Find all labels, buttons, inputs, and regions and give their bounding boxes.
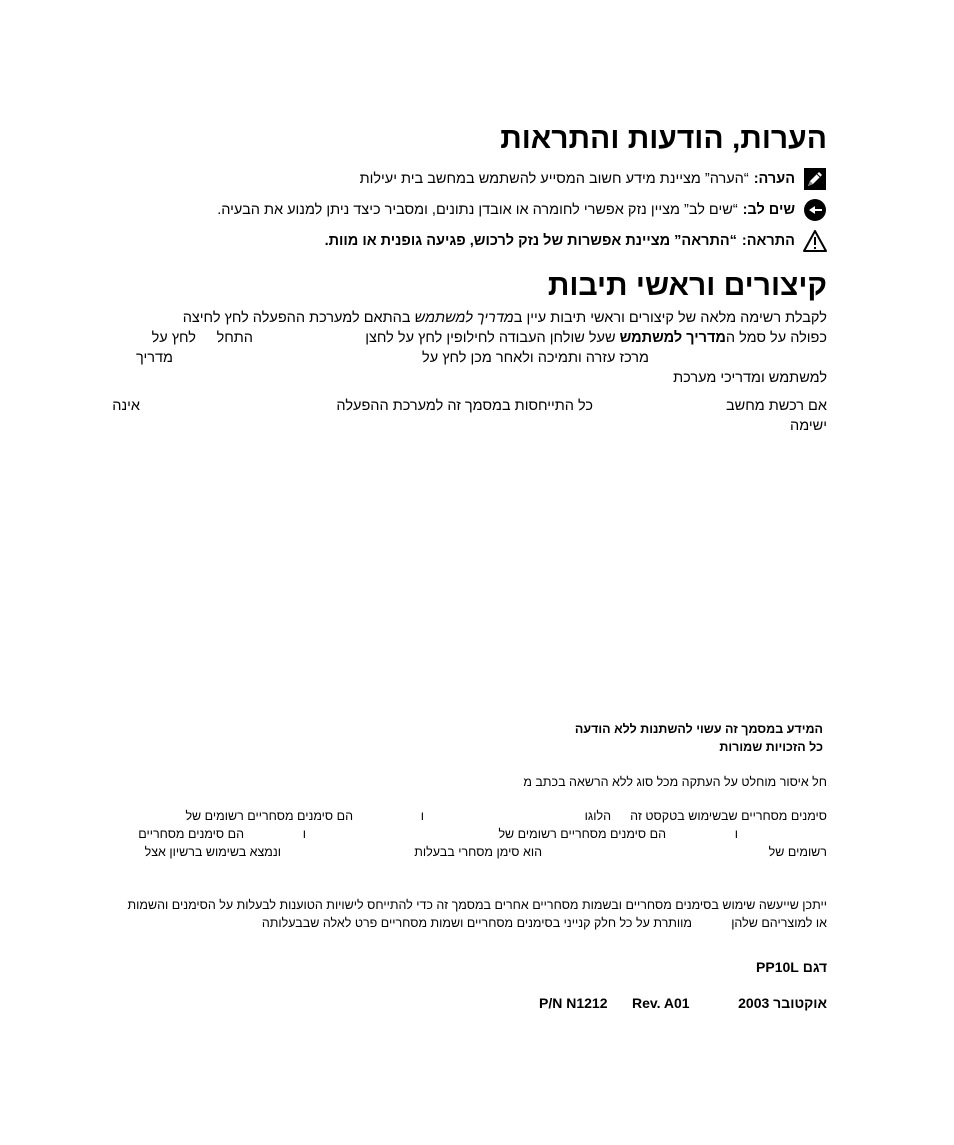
oem-line-1b: כל התייחסות במסמך זה למערכת ההפעלה <box>336 398 593 414</box>
model-label: דגם <box>802 959 827 975</box>
users-guide-bold: מדריך למשתמש <box>619 330 726 346</box>
other-tm-l2-b: מוותרת על כל חלק קנייני בסימנים מסחריים ושמות מסחריים פרט לאלה שבבעלותה <box>261 916 692 930</box>
shortcuts-line-1 <box>183 310 827 326</box>
hand-icon <box>803 198 827 222</box>
users-guide-italic: מדריך למשתמש <box>414 310 514 326</box>
text-run: בהתאם למערכת ההפעלה לחץ לחיצה <box>182 310 415 326</box>
start-label: התחל <box>216 330 253 346</box>
click-on-text: לחץ על <box>151 330 196 346</box>
shortcuts-line-2 <box>365 330 827 346</box>
shortcuts-section-title: קיצורים וראשי תיבות <box>547 269 827 302</box>
warning-triangle-icon <box>803 229 827 253</box>
caution-text: “התראה” מציינת אפשרות של נזק לרכוש, פגיעה גופנית או מוות. <box>324 233 737 249</box>
legal-heading-1: המידע במסמך זה עשוי להשתנות ללא הודעה <box>574 722 823 736</box>
tm-l1-d: הם סימנים מסחריים רשומים של <box>185 809 353 823</box>
tm-l3-b: הוא סימן מסחרי בבעלות <box>414 845 542 859</box>
other-tm-l1: ייתכן שייעשה שימוש בסימנים מסחריים ובשמות מסחריים אחרים במסמך זה כדי להתייחס לישויות הטוענות לבעלות על הסימנים והשמות <box>127 898 827 912</box>
tm-l2-c: ו <box>302 827 306 841</box>
oem-line-1c: אינה <box>112 398 140 414</box>
text-run: כפולה על סמל ה <box>725 330 827 346</box>
note-label: הערה: <box>753 171 795 187</box>
notes-section-title: הערות, הודעות והתראות <box>500 122 827 155</box>
shortcuts-line-3a: מרכז עזרה ותמיכה ולאחר מכן לחץ על <box>422 350 649 366</box>
shortcuts-line-4: למשתמש ומדריכי מערכת <box>673 370 827 386</box>
tm-l1-b: הלוגו <box>584 809 611 823</box>
model-line <box>756 959 827 975</box>
note-text: “הערה” מציינת מידע חשוב המסייע להשתמש במחשב בית יעילות <box>359 171 749 187</box>
text-run: לקבלת רשימה מלאה של קיצורים וראשי תיבות עיין ב <box>513 310 827 326</box>
pencil-icon <box>803 167 827 191</box>
model-value: PP10L <box>756 959 799 975</box>
tm-l1-c: ו <box>420 809 424 823</box>
tm-l3-a: רשומים של <box>768 845 827 859</box>
tm-l3-c: ונמצא בשימוש ברשיון אצל <box>144 845 281 859</box>
legal-heading-2: כל הזכויות שמורות <box>719 740 823 754</box>
guide-label: מדריך <box>136 350 173 366</box>
notice-label: שים לב: <box>742 202 795 218</box>
tm-l2-a: ו <box>734 827 738 841</box>
text-run: שעל שולחן העבודה לחילופין לחץ על לחצן <box>365 330 620 346</box>
notice-row <box>217 198 827 222</box>
revision: Rev. A01 <box>632 995 690 1011</box>
reproduction-notice: חל איסור מוחלט על העתקה מכל סוג ללא הרשאה בכתב מ <box>523 775 827 789</box>
other-tm-l2-a: או למוצריהם שלהן <box>731 916 827 930</box>
date-line: אוקטובר 2003 <box>738 995 827 1011</box>
oem-line-2: ישימה <box>790 418 827 434</box>
tm-l2-d: הם סימנים מסחריים <box>138 827 244 841</box>
oem-line-1a: אם רכשת מחשב <box>726 398 827 414</box>
caution-label: התראה: <box>741 233 795 249</box>
tm-l1-a: סימנים מסחריים שבשימוש בטקסט זה <box>630 809 827 823</box>
tm-l2-b: הם סימנים מסחריים רשומים של <box>498 827 666 841</box>
part-number: P/N N1212 <box>539 995 608 1011</box>
notice-text: “שים לב” מציין נזק אפשרי לחומרה או אובדן נתונים, ומסביר כיצד ניתן למנוע את הבעיה. <box>217 202 738 218</box>
note-row <box>360 167 827 191</box>
caution-row <box>325 229 827 253</box>
